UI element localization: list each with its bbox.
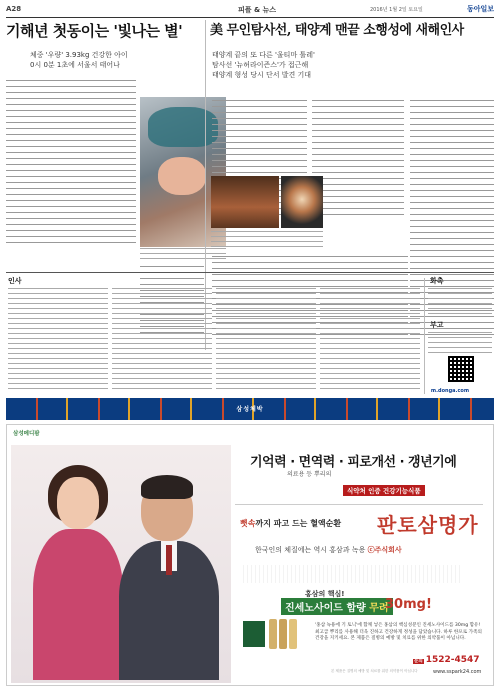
page-header	[6, 4, 494, 16]
ad-phone-label: 문의	[414, 659, 423, 664]
story2-body-col2	[312, 100, 404, 218]
column-divider-2	[424, 278, 425, 394]
story1-deck: 체중 '우량' 3.93kg 건강한 아이 0시 0분 1초에 서울서 태어나	[30, 51, 128, 69]
ad-ingredient-amount: 30mg!	[385, 597, 432, 612]
ad-tagline-rest: 까지 파고 드는 혈액순환	[255, 519, 342, 528]
story2-deck: 태양계 끝의 또 다른 '울티마 툴레' 탐사선 '뉴허라이즌스'가 접근해 태양계 형성 당시 단서 발견 기대	[212, 51, 315, 79]
asteroid-photo-1	[211, 176, 279, 228]
ad-slogan-tag: ⓒ주식회사	[367, 546, 402, 554]
people-column-4	[320, 288, 420, 392]
product-bottle-icon	[269, 619, 277, 649]
ad-brand: 삼성메디팜	[13, 431, 40, 437]
section-wedding: 화촉	[430, 277, 444, 285]
ad-phone[interactable]	[413, 655, 480, 665]
ad-core-label: 홍삼의 핵심!	[305, 590, 345, 598]
wedding-column	[428, 288, 492, 318]
ad-divider	[235, 504, 483, 505]
ad-model-photo	[11, 445, 231, 683]
people-column-1	[8, 288, 108, 392]
ad-disclaimer: 본 제품은 질병의 예방 및 치료를 위한 의약품이 아닙니다	[331, 669, 418, 673]
newspaper-logo: 동아일보	[466, 4, 494, 13]
issue-date: 2016년 1월 2일 토요일	[370, 7, 423, 13]
ad-headline: 기억력 · 면역력 · 피로개선 · 갱년기에	[250, 455, 457, 470]
obituary-column	[428, 332, 492, 354]
ad-tagline	[240, 518, 341, 529]
ad-ingredient-name: 진세노사이드 함량	[285, 603, 366, 614]
advertisement[interactable]	[6, 424, 494, 686]
product-box-icon	[243, 621, 265, 647]
ad-product-box	[235, 585, 491, 681]
ad-pattern	[243, 565, 463, 583]
section-obituary: 부고	[430, 321, 444, 329]
advertiser-banner	[6, 398, 494, 420]
story2-headline: 美 무인탐사선, 태양계 맨끝 소행성에 새해인사	[210, 23, 464, 38]
story2-photo-caption	[211, 231, 323, 251]
ad-subline: 의료용 등 뿌리의	[287, 471, 332, 478]
story1-headline: 기해년 첫동이는 '빛나는 별'	[6, 22, 183, 40]
people-column-3	[216, 288, 316, 392]
man-figure	[119, 475, 219, 680]
people-column-2	[112, 288, 212, 392]
ad-ingredient-badge	[281, 598, 393, 615]
section-rule	[6, 272, 494, 273]
section-title: 피플 & 뉴스	[238, 6, 277, 14]
header-rule	[6, 17, 494, 18]
ad-website[interactable]: www.sspark24.com	[433, 669, 482, 675]
banner-text: 삼성체박	[236, 406, 264, 413]
page-number: A28	[6, 5, 22, 13]
qr-code-icon[interactable]	[448, 356, 474, 382]
story1-body-col1	[6, 80, 136, 250]
section-people: 인사	[8, 277, 22, 285]
mobile-site-logo[interactable]: m.donga.com	[430, 388, 470, 394]
ad-description: '홍삼 녹용에 기 토닉'에 함께 넣은 홍삼의 핵심성분인 진세노사이드를 30mg 함유! 최고급 뿌리를 사용해 더욱 진하고 건강하게 정성을 담았습니다. 하루 한포로 가족의 건강을 지키세요. 본 제품은 질병의 예방 및 치료를 위한 의약품이 아닙니다.	[315, 623, 482, 641]
ad-product-name: 판토삼명가	[377, 513, 479, 537]
ad-cert-badge: 식약처 인증 건강기능식품	[343, 485, 425, 496]
ad-tagline-emphasis: 뼛속	[240, 519, 256, 528]
ad-slogan-text: 한국인의 체질에는 역시 홍삼과 녹용	[255, 546, 366, 554]
asteroid-photo-2	[281, 176, 323, 228]
ad-phone-number[interactable]: 1522-4547	[425, 655, 480, 665]
ad-ingredient-word: 무려	[369, 603, 389, 614]
woman-figure	[33, 465, 123, 680]
ad-slogan	[255, 545, 402, 555]
